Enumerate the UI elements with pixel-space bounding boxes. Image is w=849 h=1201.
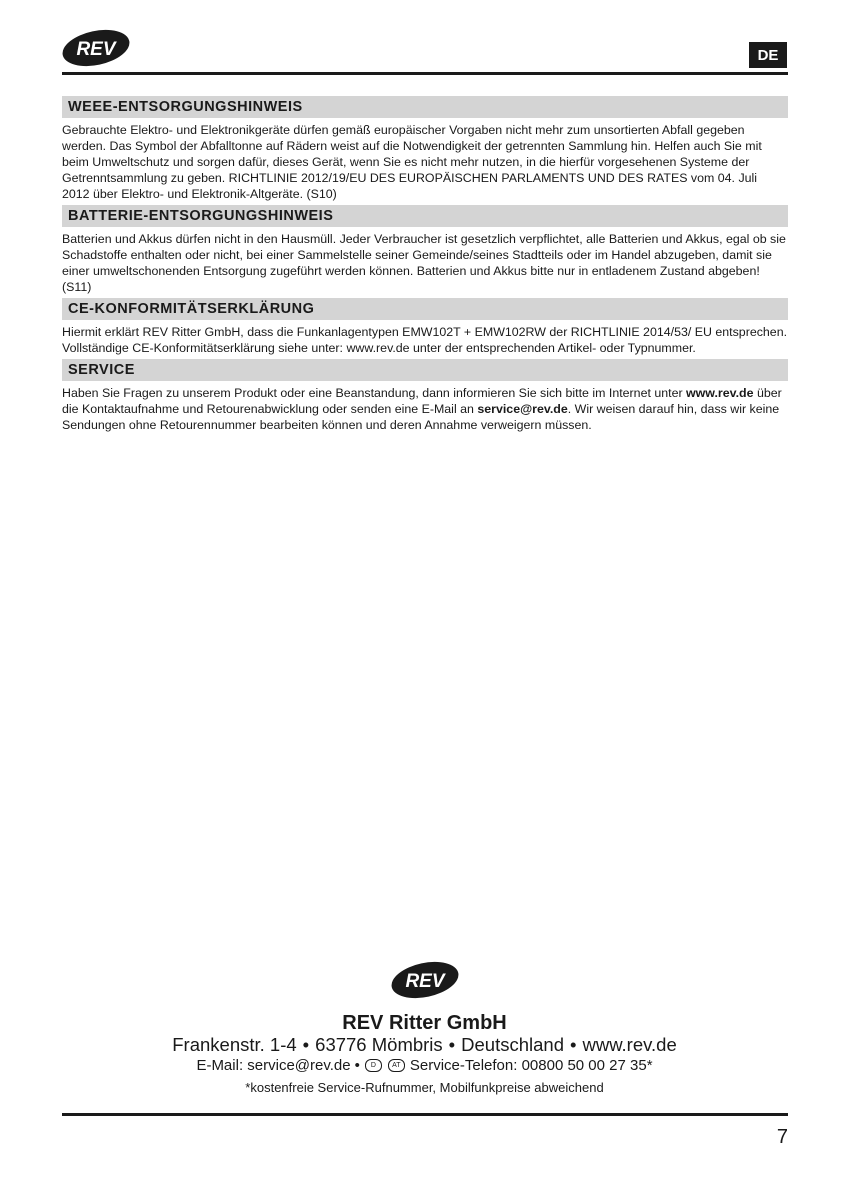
separator: • <box>302 1034 310 1055</box>
country: Deutschland <box>461 1034 564 1055</box>
page-number: 7 <box>776 1126 788 1148</box>
service-text-1: Haben Sie Fragen zu unserem Produkt oder eine Beanstandung, dann informieren Sie sich bitte im Internet unter <box>62 386 687 400</box>
section-title: BATTERIE-ENTSORGUNGSHINWEIS <box>62 205 788 227</box>
battery-section <box>62 205 788 295</box>
section-text: Gebrauchte Elektro- und Elektronikgeräte dürfen gemäß europäischer Vorgaben nicht mehr zum unsortierten Abfall gegeben werden. Das Symbol der Abfalltonne auf Rädern weist auf die Notwendigkeit der getrennten Sammlung hin. Helfen auch Sie mit beim Umweltschutz und sorgen dafür, dieses Gerät, wenn Sie es nicht mehr nutzen, in die hierfür vorgesehenen Systeme der Getrenntsammlung zu geben. RICHTLINIE 2012/19/EU DES EUROPÄISCHEN PARLAMENTS UND DES RATES vom 04. Juli 2012 über Elektro- und Elektronik-Altgeräte. (S10) <box>62 123 762 201</box>
section-title: WEEE-ENTSORGUNGSHINWEIS <box>62 96 788 118</box>
separator: • <box>448 1034 456 1055</box>
company-name: REV Ritter GmbH <box>342 1012 507 1034</box>
austria-country-icon: AT <box>388 1059 405 1072</box>
section-title: SERVICE <box>62 359 788 381</box>
section-text: Batterien und Akkus dürfen nicht in den Hausmüll. Jeder Verbraucher ist gesetzlich verpflichtet, alle Batterien und Akkus, egal ob sie Schadstoffe enthalten oder nicht, bei einer Sammelstelle seiner Gemeinde/seines Stadtteils oder im Handel abzugeben, damit sie einer umweltschonenden Entsorgung zugeführt werden können. Batterien und Akkus bitte nur in entladenem Zustand abgeben! (S11) <box>62 232 786 294</box>
footer-logo-text: REV <box>405 971 445 992</box>
service-section <box>62 359 788 433</box>
footer-rev-logo <box>389 958 461 1000</box>
contact-line <box>0 1057 849 1074</box>
city: 63776 Mömbris <box>315 1034 443 1055</box>
footnote: *kostenfreie Service-Rufnummer, Mobilfunkpreise abweichend <box>245 1080 604 1095</box>
rev-logo <box>60 26 132 68</box>
website-link[interactable]: www.rev.de <box>686 386 754 400</box>
service-text-3: . Wir weisen darauf hin, dass wir keine Sendungen ohne Retourennummer bearbeiten können und deren Annahme verweigern müssen. <box>62 402 780 432</box>
language-badge: DE <box>749 42 787 68</box>
footer-website[interactable]: www.rev.de <box>582 1034 677 1055</box>
content <box>62 96 788 436</box>
bottom-divider <box>62 1113 788 1116</box>
germany-country-icon: D <box>365 1059 382 1072</box>
address-line <box>0 1034 849 1056</box>
separator: • <box>354 1057 360 1074</box>
section-title: CE-KONFORMITÄTSERKLÄRUNG <box>62 298 788 320</box>
weee-section <box>62 96 788 202</box>
rev-logo-text: REV <box>76 39 116 60</box>
footer-email[interactable]: E-Mail: service@rev.de <box>196 1057 351 1074</box>
section-text: Hiermit erklärt REV Ritter GmbH, dass die Funkanlagentypen EMW102T + EMW102RW der RICHTLINIE 2014/53/ EU entsprechen. Vollständige CE-Konformitätserklärung siehe unter: www.rev.de unter der entsprechenden Artikel- oder Typnummer. <box>62 325 788 355</box>
section-text <box>62 385 788 433</box>
street: Frankenstr. 1-4 <box>172 1034 297 1055</box>
separator: • <box>570 1034 577 1055</box>
service-text-2: über die Kontaktaufnahme und Retourenabwicklung oder senden eine E-Mail an <box>62 386 782 416</box>
ce-section <box>62 298 788 356</box>
top-divider <box>62 72 788 75</box>
service-phone: Service-Telefon: 00800 50 00 27 35* <box>409 1057 653 1074</box>
email-link[interactable]: service@rev.de <box>477 402 568 416</box>
